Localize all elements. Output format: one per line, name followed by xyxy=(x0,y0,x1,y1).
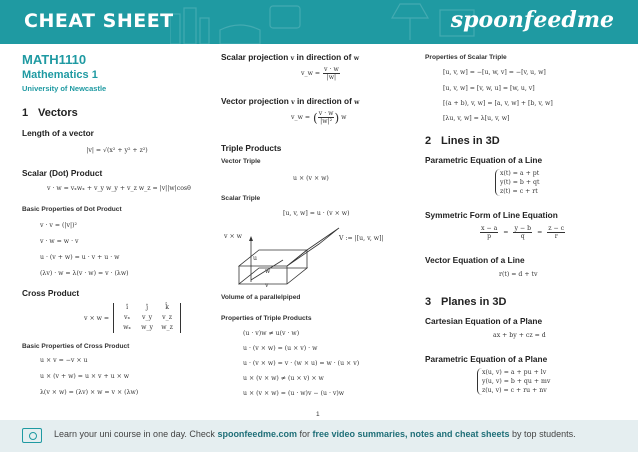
cartesian-plane-equation: ax + by + cz = d xyxy=(493,332,546,339)
diagram-label-w: w xyxy=(265,268,271,275)
triple-prop: u · (v × w) = (u × v) · w xyxy=(243,345,318,352)
cross-prop: u × v = −v × u xyxy=(40,357,88,364)
scalar-triple-prop: [(a + b), v, w] = [a, v, w] + [b, v, w] xyxy=(443,100,553,107)
triple-prop: u · (v × w) = v · (w × u) = w · (u × v) xyxy=(243,360,360,367)
symmetric-line-heading: Symmetric Form of Line Equation xyxy=(425,210,558,220)
dot-prop: v · w = w · v xyxy=(40,238,79,245)
page-number: 1 xyxy=(316,411,320,418)
triple-prop: u × (v × w) ≠ (u × v) × w xyxy=(243,375,324,382)
section-heading-planes: 3 Planes in 3D xyxy=(425,296,507,308)
length-heading: Length of a vector xyxy=(22,128,94,138)
university-name: University of Newcastle xyxy=(22,84,107,93)
cross-product-equation: v × w = î ĵ k̂ vₓ v_y v_z wₓ w_y w_z xyxy=(84,303,181,333)
brand-logo[interactable]: spoonfeedme xyxy=(450,7,614,33)
dot-product-heading: Scalar (Dot) Product xyxy=(22,168,103,178)
scalar-projection-heading: Scalar projection v in direction of w xyxy=(221,52,360,62)
scalar-projection-equation: v_w = $\frac{v \cdot w}{|w|}$ xyxy=(301,66,339,81)
symmetric-line-equation: $\frac{x - a}{p}$ = $\frac{y - b}{q}$ = $\frac{z - c}{r}$ xyxy=(481,225,565,240)
scalar-triple-equation: [u, v, w] = u · (v × w) xyxy=(283,210,350,217)
footer-banner xyxy=(0,420,638,452)
volume-heading: Volume of a parallelpiped xyxy=(221,294,301,301)
cross-props-heading: Basic Properties of Cross Product xyxy=(22,343,130,350)
footer-site-link[interactable]: spoonfeedme.com xyxy=(217,429,297,439)
dot-prop: v · v = (|v|)² xyxy=(40,222,77,229)
section-heading-lines: 2 Lines in 3D xyxy=(425,135,500,147)
diagram-label-volume: V := |[u, v, w]| xyxy=(339,235,384,242)
course-name: Mathematics 1 xyxy=(22,69,98,81)
vector-projection-heading: Vector projection v in direction of w xyxy=(221,96,360,106)
diagram-label-vxw: v × w xyxy=(224,233,242,240)
cross-prop: λ(v × w) = (λv) × w = v × (λw) xyxy=(40,389,139,396)
triple-prop: (u · v)w ≠ u(v · w) xyxy=(243,330,300,337)
cartesian-plane-heading: Cartesian Equation of a Plane xyxy=(425,316,543,326)
vector-projection-equation: v_w = ( $\frac{v \cdot w}{\text{|w|²}}$ ) w xyxy=(291,110,347,125)
dot-product-equation: v · w = vₓwₓ + v_y w_y + v_z w_z = |v||w|cosθ xyxy=(47,185,191,192)
diagram-label-v: v xyxy=(265,282,269,289)
scalar-triple-props-heading: Properties of Scalar Triple xyxy=(425,54,507,61)
books-decoration-icon xyxy=(170,0,310,44)
param-line-heading: Parametric Equation of a Line xyxy=(425,155,543,165)
vector-line-equation: r(t) = d + tv xyxy=(499,271,538,278)
triple-products-heading: Triple Products xyxy=(221,143,282,153)
scalar-triple-heading: Scalar Triple xyxy=(221,195,261,202)
scalar-triple-prop: [u, v, w] = [v, w, u] = [w, u, v] xyxy=(443,85,535,92)
dot-props-heading: Basic Properties of Dot Product xyxy=(22,206,122,213)
scalar-triple-prop: [λu, v, w] = λ[u, v, w] xyxy=(443,115,510,122)
length-equation: |v| = √(x² + y² + z²) xyxy=(86,147,148,154)
header-title: CHEAT SHEET xyxy=(24,10,174,32)
param-plane-system: x(u, v) = a + pu + lv y(u, v) = b + qu + mv z(u, v) = c + ru + nv xyxy=(477,368,550,395)
param-line-system: x(t) = a + pt y(t) = b + qt z(t) = c + rt xyxy=(495,169,539,196)
video-screen-icon xyxy=(22,428,42,443)
param-plane-heading: Parametric Equation of a Plane xyxy=(425,354,548,364)
vector-triple-equation: u × (v × w) xyxy=(293,175,329,182)
triple-prop: u × (v × w) = (u · w)v − (u · v)w xyxy=(243,390,345,397)
scalar-triple-prop: [u, v, w] = −[u, w, v] = −[v, u, w] xyxy=(443,69,546,76)
dot-prop: u · (v + w) = u · v + u · w xyxy=(40,254,120,261)
vector-line-heading: Vector Equation of a Line xyxy=(425,255,525,265)
header-bar xyxy=(0,0,638,44)
triple-props-heading: Properties of Triple Products xyxy=(221,315,312,322)
column-left xyxy=(22,52,212,396)
section-heading-vectors: 1 Vectors xyxy=(22,107,78,119)
dot-prop: (λv) · w = λ(v · w) = v · (λw) xyxy=(40,270,129,277)
vector-triple-heading: Vector Triple xyxy=(221,158,261,165)
cross-prop: u × (v + w) = u × v + u × w xyxy=(40,373,130,380)
diagram-label-u: u xyxy=(253,255,257,262)
cross-product-heading: Cross Product xyxy=(22,288,80,298)
cross-product-determinant: î ĵ k̂ vₓ v_y v_z wₓ w_y w_z xyxy=(113,303,181,333)
course-code: MATH1110 xyxy=(22,52,87,67)
footer-text: Learn your uni course in one day. Check spoonfeedme.com for free video summaries, notes and cheat sheets by top students. xyxy=(54,429,576,439)
